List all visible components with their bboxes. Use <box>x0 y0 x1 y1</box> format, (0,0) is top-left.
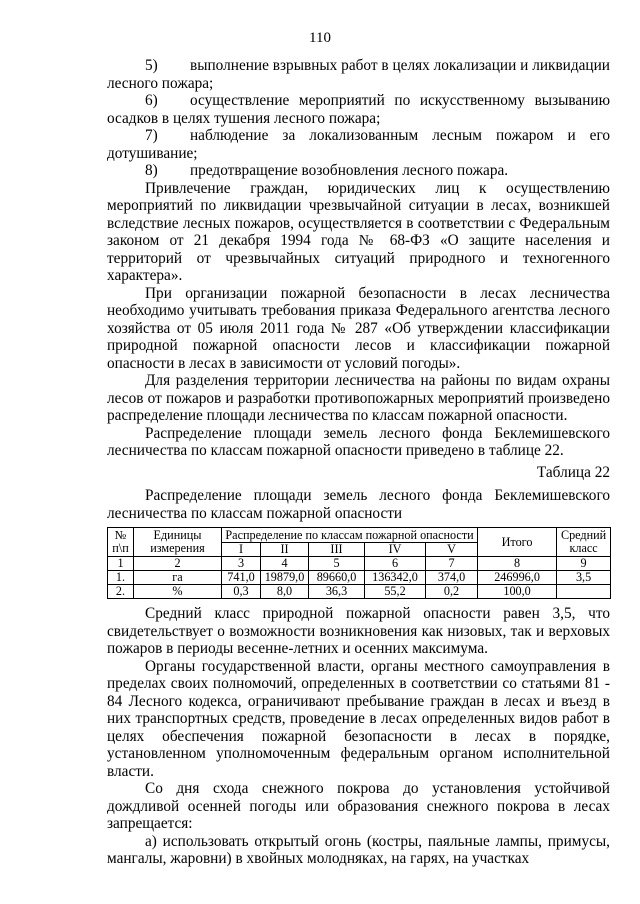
list-item-text: наблюдение за локализованным лесным пожаром и его дотушивание; <box>107 127 610 162</box>
table-cell <box>557 585 611 599</box>
list-item-number: 7) <box>145 127 158 144</box>
list-item-number: 6) <box>145 92 158 109</box>
table-row <box>108 585 611 599</box>
list-item <box>107 57 610 92</box>
list-item-text: выполнение взрывных работ в целях локализации и ликвидации лесного пожара; <box>107 57 610 92</box>
table-cell: 8 <box>478 557 557 571</box>
table-cell: 741,0 <box>222 571 261 585</box>
table-cell: % <box>134 585 222 599</box>
list-item-text: предотвращение возобновления лесного пожара. <box>190 162 509 179</box>
table-cell: 246996,0 <box>478 571 557 585</box>
table-index-row <box>108 557 611 571</box>
table-cell: 3,5 <box>557 571 611 585</box>
header-class: V <box>426 543 478 557</box>
table-cell: 374,0 <box>426 571 478 585</box>
table-cell: 9 <box>557 557 611 571</box>
paragraph: При организации пожарной безопасности в лесах лесничества необходимо учитывать требования приказа Федерального агентства лесного хозяйства от 05 июля 2011 года № 287 «Об утверждении классификации природной пожарной опасности лесов и классификации пожарной опасности в лесах в зависимости от условий погоды». <box>107 284 610 372</box>
table-cell: 7 <box>426 557 478 571</box>
paragraph: Средний класс природной пожарной опасности равен 3,5, что свидетельствует о возможности возникновения как низовых, так и верховых пожаров в периоды весенне-летних и осенних максимума. <box>107 605 610 657</box>
table-cell: 0,2 <box>426 585 478 599</box>
table-cell: 136342,0 <box>365 571 426 585</box>
list-item-number: 8) <box>145 162 158 179</box>
paragraph: Со дня схода снежного покрова до установления устойчивой дождливой осенней погоды или образования снежного покрова в лесах запрещается: <box>107 780 610 832</box>
list-item <box>107 127 610 162</box>
paragraph: Органы государственной власти, органы местного самоуправления в пределах своих полномочий, определенных в соответствии со статьями 81 - 84 Лесного кодекса, ограничивают пребывание граждан в лесах и въезд в них транспортных средств, проведение в лесах определенных видов работ в целях обеспечения пожарной безопасности в лесах в порядке, установленном уполномоченным федеральным органом исполнительной власти. <box>107 657 610 780</box>
header-avg-class: Средний класс <box>557 528 611 557</box>
header-unit: Единицы измерения <box>134 528 222 557</box>
table-header-row <box>108 528 611 543</box>
paragraph: Для разделения территории лесничества на районы по видам охраны лесов от пожаров и разработки противопожарных мероприятий произведено распределение площади лесничества по классам пожарной опасности. <box>107 372 610 424</box>
table-title: Распределение площади земель лесного фонда Беклемишевского лесничества по классам пожарной опасности <box>107 487 610 522</box>
table-cell: 1. <box>108 571 134 585</box>
header-class: III <box>309 543 365 557</box>
paragraph: Распределение площади земель лесного фонда Беклемишевского лесничества по классам пожарной опасности приведено в таблице 22. <box>107 424 610 459</box>
page-body <box>107 57 610 868</box>
table-cell: 5 <box>309 557 365 571</box>
list-item <box>107 92 610 127</box>
table-cell: 36,3 <box>309 585 365 599</box>
table-cell: 3 <box>222 557 261 571</box>
header-total: Итого <box>478 528 557 557</box>
table-cell: 0,3 <box>222 585 261 599</box>
list-item-text: осуществление мероприятий по искусственному вызыванию осадков в целях тушения лесного пожара; <box>107 92 610 127</box>
header-num: № п\п <box>108 528 134 557</box>
header-class: II <box>261 543 309 557</box>
table-cell: 55,2 <box>365 585 426 599</box>
table-cell: 8,0 <box>261 585 309 599</box>
table-cell: 4 <box>261 557 309 571</box>
table-row <box>108 571 611 585</box>
table-cell: 1 <box>108 557 134 571</box>
header-class-group: Распределение по классам пожарной опасности <box>222 528 478 543</box>
table-cell: 89660,0 <box>309 571 365 585</box>
paragraph: Привлечение граждан, юридических лиц к осуществлению мероприятий по ликвидации чрезвычайной ситуации в лесах, возникшей вследствие лесных пожаров, осуществляется в соответствии с Федеральным законом от 21 декабря 1994 года № 68-ФЗ «О защите населения и территорий от чрезвычайных ситуаций природного и техногенного характера». <box>107 179 610 284</box>
table-cell: га <box>134 571 222 585</box>
table-cell: 19879,0 <box>261 571 309 585</box>
table-cell: 100,0 <box>478 585 557 599</box>
header-class: IV <box>365 543 426 557</box>
list-item-number: 5) <box>145 57 158 74</box>
header-class: I <box>222 543 261 557</box>
table-cell: 2. <box>108 585 134 599</box>
table-cell: 6 <box>365 557 426 571</box>
list-item <box>107 162 610 180</box>
paragraph: а) использовать открытый огонь (костры, паяльные лампы, примусы, мангалы, жаровни) в хвойных молодняках, на гарях, на участках <box>107 832 610 867</box>
table-cell: 2 <box>134 557 222 571</box>
table-label: Таблица 22 <box>536 463 610 481</box>
page-number: 110 <box>309 30 331 46</box>
fire-class-table <box>107 527 611 599</box>
